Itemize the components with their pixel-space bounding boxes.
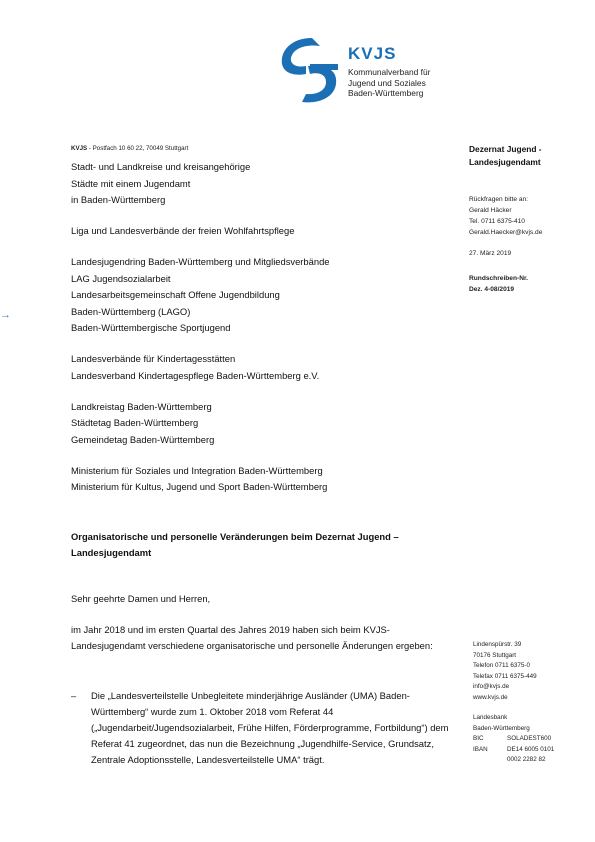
bic-label: BIC xyxy=(473,735,484,742)
recipient-line: Ministerium für Kultus, Jugend und Sport Baden-Württemberg xyxy=(71,481,328,492)
recipient-line: Landesverbände für Kindertagesstätten xyxy=(71,353,236,364)
sender-name: KVJS xyxy=(71,145,88,152)
footer-address-line: Telefax 0711 6375-449 xyxy=(473,672,537,680)
sender-address: - Postfach 10 60 22, 70049 Stuttgart xyxy=(87,145,189,152)
logo-subtitle xyxy=(348,67,430,99)
recipient-line: Baden-Württembergische Sportjugend xyxy=(71,322,231,333)
bank-name-line: Baden-Württemberg xyxy=(473,724,530,732)
recipient-group xyxy=(71,223,461,240)
department-heading xyxy=(469,143,589,169)
recipient-group xyxy=(71,463,461,496)
recipient-line: Landkreistag Baden-Württemberg xyxy=(71,400,212,412)
circular-label: Rundschreiben-Nr. xyxy=(469,275,528,282)
logo-name: KVJS xyxy=(348,44,397,63)
footer-address-line: Telefon 0711 6375-0 xyxy=(473,662,530,669)
footer-address-line: Lindenspürstr. 39 xyxy=(473,641,522,648)
logo-subtitle-line: Jugend und Soziales xyxy=(348,77,426,88)
recipient-line: Landesarbeitsgemeinschaft Offene Jugendbildung xyxy=(71,289,280,300)
recipient-group xyxy=(71,399,461,449)
iban-row xyxy=(473,745,593,756)
bullet-dash: – xyxy=(71,690,77,701)
inquiries-label: Rückfragen bitte an: xyxy=(469,196,529,203)
recipient-line: Gemeindetag Baden-Württemberg xyxy=(71,433,215,445)
footer-email[interactable]: info@kvjs.de xyxy=(473,683,510,690)
contact-phone: Tel. 0711 6375-410 xyxy=(469,218,525,225)
bank-name-line: Landesbank xyxy=(473,714,508,721)
recipient-group xyxy=(71,351,461,384)
footer-address-line: 70176 Stuttgart xyxy=(473,651,517,659)
recipient-list xyxy=(71,159,461,510)
logo-subtitle-line: Kommunalverband für xyxy=(348,67,431,77)
arrow-right-icon: → xyxy=(0,309,11,321)
footer-info xyxy=(473,640,593,766)
recipient-group xyxy=(71,254,461,337)
footer-website[interactable]: www.kvjs.de xyxy=(473,693,508,701)
bullet-text: Die „Landesverteilstelle Unbegleitete minderjährige Ausländer (UMA) Baden-Württemberg“ wurde zum 1. Oktober 2018 vom Referat 44 („Jugendarbeit/Jugendsozialarbeit, Frühe Hilfen, Förderprogramme, Fortbildung“) dem Referat 41 zugeordnet, das nun die Bezeichnung „Jugendhilfe-Service, Grundsatz, Zentrale Adoptionsstelle, Landesverteilstelle UMA“ trägt. xyxy=(91,690,449,765)
recipient-line: Liga und Landesverbände der freien Wohlfahrtspflege xyxy=(71,225,295,236)
circular-block xyxy=(469,273,589,295)
recipient-line: Landesverband Kindertagespflege Baden-Württemberg e.V. xyxy=(71,369,320,381)
contact-person: Gerald Häcker xyxy=(469,207,512,214)
iban-label: IBAN xyxy=(473,745,488,753)
recipient-line: in Baden-Württemberg xyxy=(71,194,166,205)
salutation: Sehr geehrte Damen und Herren, xyxy=(71,593,211,604)
recipient-line: Ministerium für Soziales und Integration Baden-Württemberg xyxy=(71,464,323,476)
bic-row xyxy=(473,734,593,745)
recipient-line: Landesjugendring Baden-Württemberg und Mitgliedsverbände xyxy=(71,256,330,267)
sender-line xyxy=(71,145,188,152)
kvjs-logo-mark-icon xyxy=(276,34,344,106)
bic-value: SOLADEST600 xyxy=(507,735,552,742)
letter-date: 27. März 2019 xyxy=(469,250,512,257)
recipient-line: Stadt- und Landkreise und kreisangehörige xyxy=(71,161,251,172)
circular-number: Dez. 4-08/2019 xyxy=(469,286,515,293)
logo-subtitle-line: Baden-Württemberg xyxy=(348,88,424,98)
recipient-line: Städte mit einem Jugendamt xyxy=(71,177,191,189)
contact-email[interactable]: Gerald.Haecker@kvjs.de xyxy=(469,229,543,236)
bullet-item xyxy=(71,688,456,768)
kvjs-logo xyxy=(276,34,476,106)
department-line: Dezernat Jugend - xyxy=(469,144,542,154)
letter-subject: Organisatorische und personelle Veränderungen beim Dezernat Jugend – Landesjugendamt xyxy=(71,531,399,558)
iban-row-continued xyxy=(473,755,593,766)
recipient-line: Städtetag Baden-Württemberg xyxy=(71,417,199,428)
recipient-group xyxy=(71,159,461,209)
iban-value: DE14 6005 0101 xyxy=(507,745,555,753)
intro-paragraph: im Jahr 2018 und im ersten Quartal des Jahres 2019 haben sich beim KVJS-Landesjugendamt verschiedene organisatorische und personelle Änderungen ergeben: xyxy=(71,624,433,651)
recipient-line: LAG Jugendsozialarbeit xyxy=(71,272,171,284)
iban-value-continued: 0002 2282 82 xyxy=(507,756,546,763)
contact-block xyxy=(469,194,589,238)
recipient-line: Baden-Württemberg (LAGO) xyxy=(71,305,191,317)
department-line: Landesjugendamt xyxy=(469,157,541,167)
